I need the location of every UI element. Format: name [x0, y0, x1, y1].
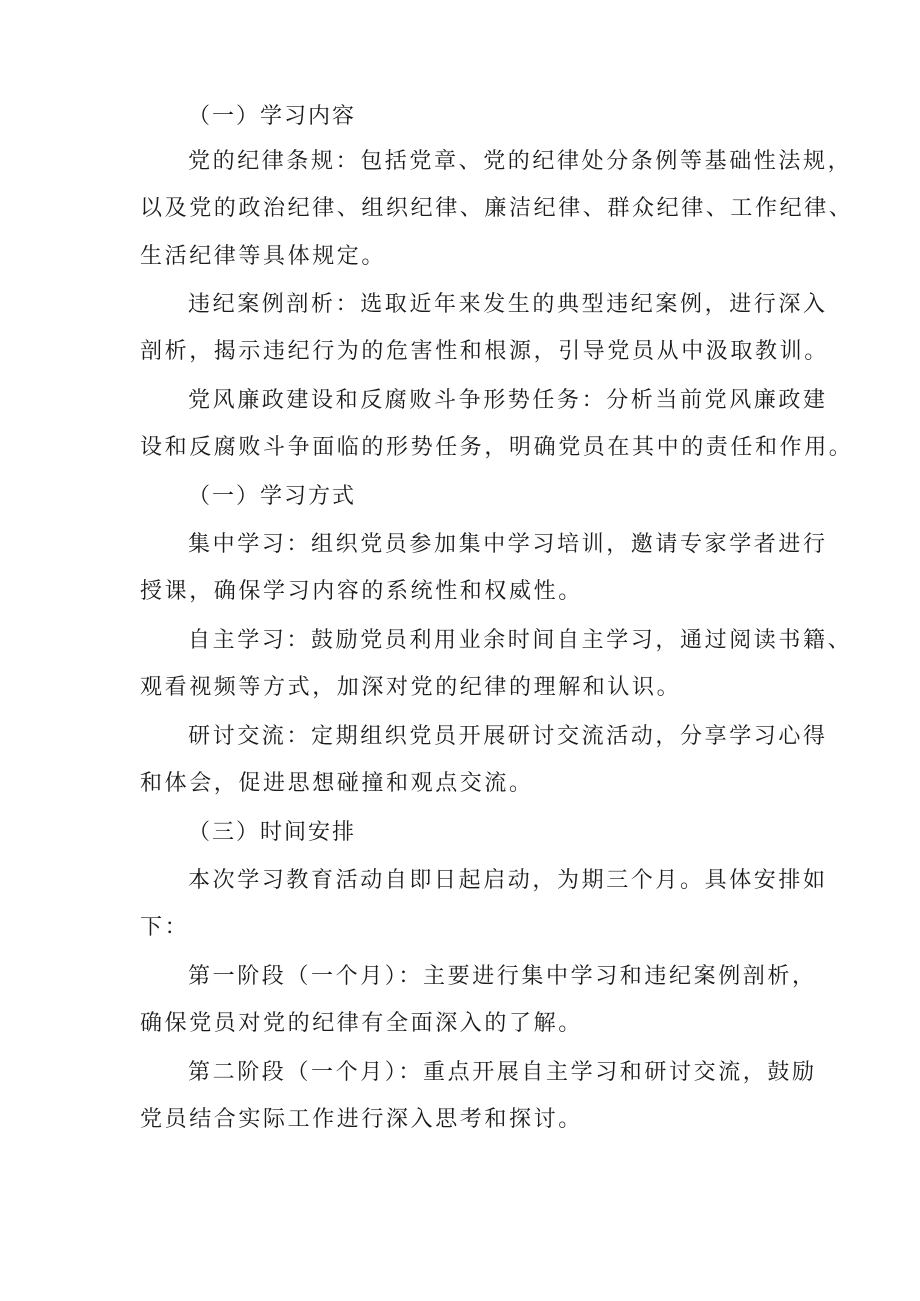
paragraph-line: 确保党员对党的纪律有全面深入的了解。 — [140, 1011, 583, 1036]
paragraph-line: 第一阶段（一个月）：主要进行集中学习和违纪案例剖析， — [188, 964, 817, 989]
paragraph-line: 和体会，促进思想碰撞和观点交流。 — [140, 771, 534, 796]
paragraph-line: 集中学习：组织党员参加集中学习培训，邀请专家学者进行 — [188, 532, 828, 557]
paragraph-line: 观看视频等方式，加深对党的纪律的理解和认识。 — [140, 675, 682, 700]
paragraph-line: 以及党的政治纪律、组织纪律、廉洁纪律、群众纪律、工作纪律、 — [140, 196, 854, 221]
section-heading-content: （一）学习内容 — [188, 104, 357, 129]
paragraph-line: 第二阶段（一个月）：重点开展自主学习和研讨交流，鼓励 — [188, 1060, 817, 1085]
paragraph-line: 研讨交流：定期组织党员开展研讨交流活动，分享学习心得 — [188, 724, 828, 749]
paragraph-line: 违纪案例剖析：选取近年来发生的典型违纪案例，进行深入 — [188, 292, 828, 317]
paragraph-line: 党风廉政建设和反腐败斗争形势任务：分析当前党风廉政建 — [188, 388, 828, 413]
paragraph-line: 党员结合实际工作进行深入思考和探讨。 — [140, 1107, 583, 1132]
paragraph-line: 党的纪律条规：包括党章、党的纪律处分条例等基础性法规， — [188, 149, 853, 174]
paragraph-line: 本次学习教育活动自即日起启动，为期三个月。具体安排如 — [188, 868, 828, 893]
paragraph-line: 授课，确保学习内容的系统性和权威性。 — [140, 579, 583, 604]
paragraph-line: 生活纪律等具体规定。 — [140, 244, 387, 269]
paragraph-line: 自主学习：鼓励党员利用业余时间自主学习，通过阅读书籍、 — [188, 628, 853, 653]
paragraph-line: 下： — [140, 915, 190, 940]
section-heading-method: （一）学习方式 — [188, 484, 357, 509]
section-heading-schedule: （三）时间安排 — [188, 820, 357, 845]
paragraph-line: 设和反腐败斗争面临的形势任务，明确党员在其中的责任和作用。 — [140, 435, 854, 460]
paragraph-line: 剖析，揭示违纪行为的危害性和根源，引导党员从中汲取教训。 — [140, 339, 829, 364]
